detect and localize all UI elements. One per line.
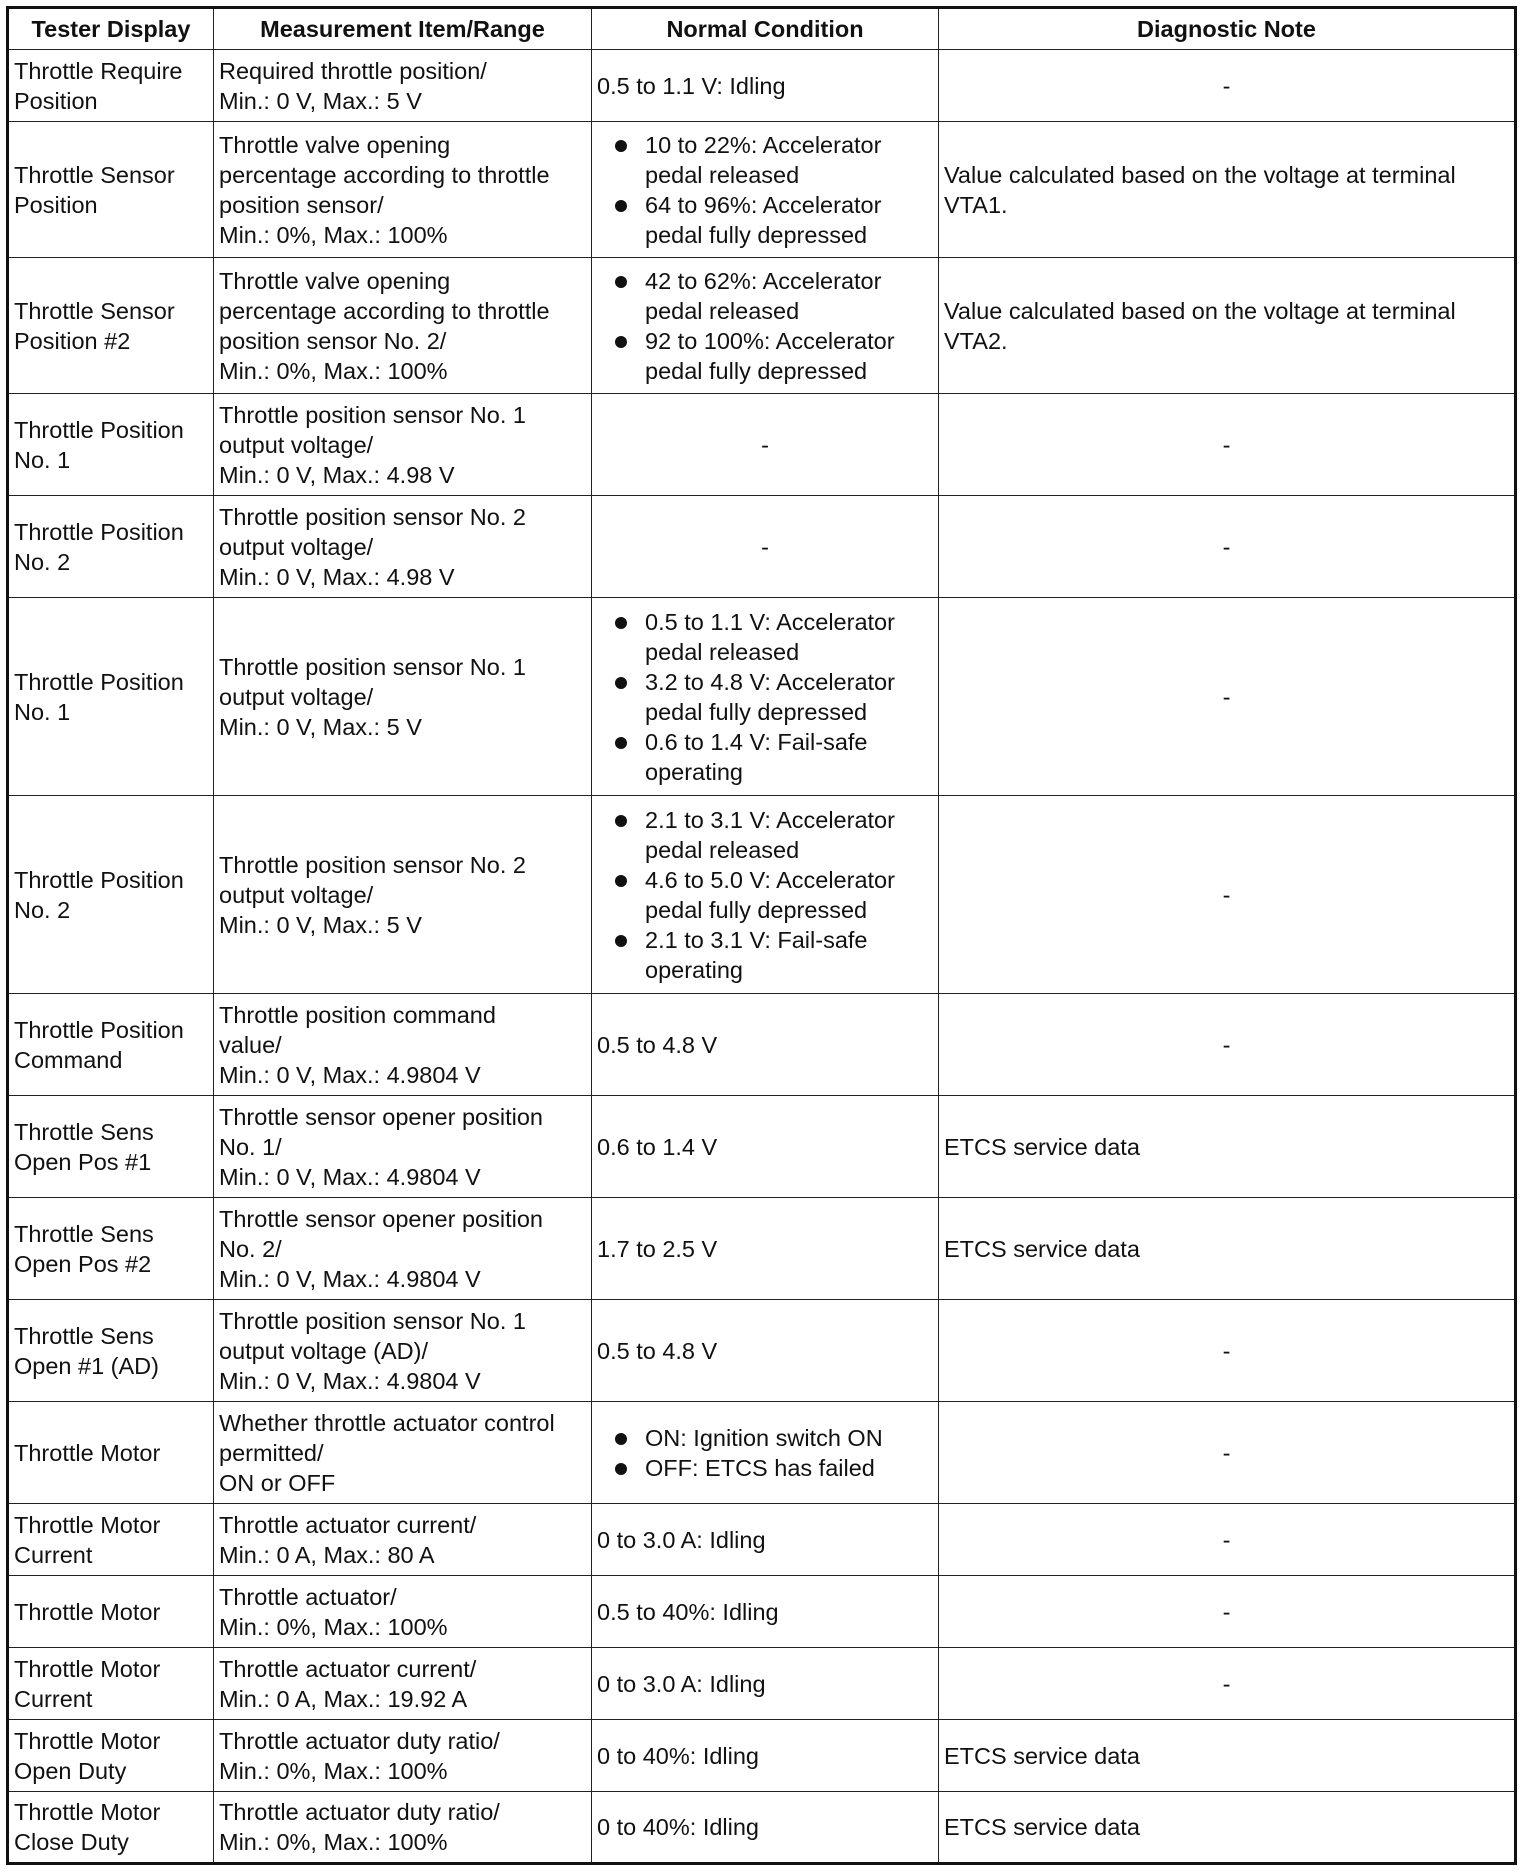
condition-line: 64 to 96%: Accelerator [645,191,882,218]
tester-display-cell [8,496,214,598]
condition-line: ON: Ignition switch ON [645,1424,883,1451]
condition-text: 0.5 to 4.8 V [597,1337,718,1364]
measurement-cell [214,796,592,994]
measurement-cell [214,496,592,598]
tester-display-cell-line: Throttle Sensor [14,161,175,188]
condition-list [597,805,933,985]
data-list-table [6,6,1517,1865]
condition-list-item [597,190,933,250]
measurement-cell [214,258,592,394]
condition-list [597,130,933,250]
diagnostic-note-cell [939,1576,1516,1648]
measurement-cell [214,598,592,796]
tester-display-cell-line: Open Duty [14,1757,127,1784]
condition-list-item [597,326,933,386]
condition-list-item [597,1453,933,1483]
normal-condition-cell [592,1096,939,1198]
measurement-cell-line: percentage according to throttle [219,297,550,324]
normal-condition-cell [592,1504,939,1576]
normal-condition-cell [592,1198,939,1300]
measurement-cell [214,1792,592,1864]
condition-line: pedal released [645,297,800,324]
condition-line: pedal fully depressed [645,698,868,725]
measurement-cell-line: Min.: 0 V, Max.: 4.98 V [219,461,455,488]
measurement-cell [214,1648,592,1720]
table-row [8,258,1516,394]
condition-list-item [597,865,933,925]
condition-line: 42 to 62%: Accelerator [645,267,882,294]
diagnostic-note-text: ETCS service data [944,1235,1140,1262]
measurement-cell [214,1402,592,1504]
condition-line: 2.1 to 3.1 V: Fail-safe [645,926,868,953]
measurement-cell-line: Throttle position sensor No. 1 [219,401,526,428]
diagnostic-note-text: ETCS service data [944,1814,1140,1840]
diagnostic-note-cell [939,1648,1516,1720]
measurement-cell-line: output voltage/ [219,683,374,710]
measurement-cell-line: output voltage/ [219,431,374,458]
normal-condition-cell [592,1720,939,1792]
measurement-cell-line: Throttle position sensor No. 2 [219,503,526,530]
measurement-cell-line: percentage according to throttle [219,161,550,188]
tester-display-cell-line: Position #2 [14,327,131,354]
tester-display-cell-line: Throttle Motor [14,1511,161,1538]
condition-text: 1.7 to 2.5 V [597,1235,718,1262]
normal-condition-cell [592,1402,939,1504]
table-row [8,394,1516,496]
condition-line: pedal fully depressed [645,896,868,923]
tester-display-cell [8,1402,214,1504]
diagnostic-note-cell [939,1096,1516,1198]
tester-display-cell [8,1792,214,1864]
condition-text: 0 to 40%: Idling [597,1814,759,1840]
measurement-cell-line: Required throttle position/ [219,57,487,84]
condition-line: 4.6 to 5.0 V: Accelerator [645,866,895,893]
tester-display-cell-line: No. 1 [14,698,71,725]
condition-list-item [597,266,933,326]
condition-list [597,1423,933,1483]
measurement-cell-line: Throttle actuator current/ [219,1511,477,1538]
normal-condition-cell [592,1648,939,1720]
normal-condition-cell [592,796,939,994]
tester-display-cell-line: No. 2 [14,896,71,923]
normal-condition-cell [592,1576,939,1648]
measurement-cell-line: Throttle actuator/ [219,1583,397,1610]
table-row [8,994,1516,1096]
tester-display-cell-line: Command [14,1046,123,1073]
header-row [8,8,1516,50]
tester-display-cell-line: Throttle Motor [14,1727,161,1754]
tester-display-cell-line: Throttle Motor [14,1655,161,1682]
measurement-cell [214,1300,592,1402]
tester-display-cell-line: Throttle Position [14,1016,184,1043]
measurement-cell-line: ON or OFF [219,1469,336,1496]
measurement-cell-line: Throttle sensor opener position [219,1103,543,1130]
measurement-cell-line: Whether throttle actuator control [219,1409,555,1436]
header-normal-condition: Normal Condition [592,8,939,50]
tester-display-cell [8,1504,214,1576]
tester-display-cell-line: No. 2 [14,548,71,575]
tester-display-cell [8,1096,214,1198]
diagnostic-note-cell [939,1198,1516,1300]
measurement-cell-line: Min.: 0 V, Max.: 4.9804 V [219,1265,481,1292]
diagnostic-note-cell-line: VTA2. [944,327,1008,354]
condition-list [597,607,933,787]
tester-display-cell-line: Position [14,191,98,218]
condition-list-item [597,727,933,787]
diagnostic-note-cell [939,258,1516,394]
condition-text: 0.5 to 1.1 V: Idling [597,72,786,99]
measurement-cell-line: Min.: 0 V, Max.: 5 V [219,713,422,740]
measurement-cell-line: Throttle position command [219,1001,496,1028]
condition-text: 0 to 40%: Idling [597,1742,759,1769]
condition-text: 0.5 to 4.8 V [597,1031,718,1058]
measurement-cell-line: permitted/ [219,1439,324,1466]
header-tester-display: Tester Display [8,8,214,50]
condition-text: - [761,533,769,560]
diagnostic-note-cell [939,1402,1516,1504]
tester-display-cell [8,1648,214,1720]
measurement-cell-line: Throttle actuator duty ratio/ [219,1799,500,1825]
tester-display-cell-line: Throttle Position [14,668,184,695]
measurement-cell-line: Min.: 0 V, Max.: 5 V [219,911,422,938]
measurement-cell-line: Throttle valve opening [219,131,451,158]
condition-list-item [597,805,933,865]
table-row [8,1402,1516,1504]
diagnostic-note-cell [939,1792,1516,1864]
tester-display-cell-line: Throttle Position [14,518,184,545]
measurement-cell-line: Min.: 0%, Max.: 100% [219,1829,448,1855]
diagnostic-note-text: - [1222,683,1231,710]
tester-display-cell-line: Current [14,1685,93,1712]
condition-list-item [597,667,933,727]
condition-line: 0.5 to 1.1 V: Accelerator [645,608,895,635]
table-row [8,1720,1516,1792]
measurement-cell-line: position sensor No. 2/ [219,327,447,354]
measurement-cell-line: output voltage/ [219,533,374,560]
measurement-cell-line: Min.: 0 V, Max.: 4.9804 V [219,1367,481,1394]
measurement-cell-line: value/ [219,1031,282,1058]
measurement-cell-line: No. 1/ [219,1133,282,1160]
measurement-cell-line: Min.: 0%, Max.: 100% [219,357,448,384]
normal-condition-cell [592,394,939,496]
measurement-cell [214,122,592,258]
condition-line: operating [645,956,743,983]
table-row [8,122,1516,258]
diagnostic-note-text: - [1222,1670,1231,1697]
tester-display-cell [8,122,214,258]
measurement-cell-line: Min.: 0 V, Max.: 4.98 V [219,563,455,590]
diagnostic-note-cell [939,1300,1516,1402]
tester-display-cell-line: Position [14,87,98,114]
tester-display-cell-line: Open Pos #2 [14,1250,152,1277]
condition-line: 0.6 to 1.4 V: Fail-safe [645,728,868,755]
condition-line: pedal released [645,638,800,665]
tester-display-cell [8,796,214,994]
condition-text: 0.5 to 40%: Idling [597,1598,779,1625]
diagnostic-note-cell [939,1504,1516,1576]
tester-display-cell-line: Throttle Position [14,416,184,443]
tester-display-cell-line: Open Pos #1 [14,1148,152,1175]
diagnostic-note-text: - [1222,1439,1231,1466]
diagnostic-note-cell [939,796,1516,994]
measurement-cell [214,1504,592,1576]
tester-display-cell [8,994,214,1096]
measurement-cell [214,1096,592,1198]
condition-text: 0 to 3.0 A: Idling [597,1526,766,1553]
measurement-cell-line: output voltage (AD)/ [219,1337,428,1364]
measurement-cell-line: No. 2/ [219,1235,282,1262]
diagnostic-note-text: - [1222,1337,1231,1364]
tester-display-cell [8,598,214,796]
diagnostic-note-text: ETCS service data [944,1742,1140,1769]
normal-condition-cell [592,496,939,598]
measurement-cell-line: Min.: 0%, Max.: 100% [219,1757,448,1784]
condition-line: pedal fully depressed [645,357,868,384]
diagnostic-note-text: - [1222,431,1231,458]
normal-condition-cell [592,598,939,796]
tester-display-cell [8,1576,214,1648]
tester-display-cell-line: Throttle Sensor [14,297,175,324]
condition-line: 10 to 22%: Accelerator [645,131,882,158]
tester-display-cell-line: Throttle Motor [14,1439,161,1466]
tester-display-cell-line: Open #1 (AD) [14,1352,159,1379]
tester-display-cell-line: No. 1 [14,446,71,473]
diagnostic-note-cell [939,1720,1516,1792]
diagnostic-note-text: - [1222,1598,1231,1625]
measurement-cell [214,50,592,122]
tester-display-cell-line: Throttle Sens [14,1118,154,1145]
measurement-cell-line: Throttle position sensor No. 2 [219,851,526,878]
measurement-cell-line: Throttle actuator current/ [219,1655,477,1682]
measurement-cell-line: Min.: 0 V, Max.: 4.9804 V [219,1163,481,1190]
measurement-cell-line: Min.: 0 A, Max.: 19.92 A [219,1685,468,1712]
diagnostic-note-text: - [1222,72,1231,99]
diagnostic-note-cell-line: VTA1. [944,191,1008,218]
condition-text: 0 to 3.0 A: Idling [597,1670,766,1697]
diagnostic-note-text: - [1222,1526,1231,1553]
normal-condition-cell [592,994,939,1096]
condition-list-item [597,925,933,985]
normal-condition-cell [592,1792,939,1864]
tester-display-cell-line: Close Duty [14,1829,129,1855]
diagnostic-note-text: ETCS service data [944,1133,1140,1160]
measurement-cell-line: Throttle position sensor No. 1 [219,653,526,680]
measurement-cell-line: Min.: 0 V, Max.: 5 V [219,87,422,114]
header-diagnostic-note: Diagnostic Note [939,8,1516,50]
condition-line: 92 to 100%: Accelerator [645,327,895,354]
condition-line: operating [645,758,743,785]
tester-display-cell [8,1300,214,1402]
measurement-cell-line: Min.: 0 A, Max.: 80 A [219,1541,435,1568]
normal-condition-cell [592,258,939,394]
table-row [8,50,1516,122]
normal-condition-cell [592,50,939,122]
diagnostic-note-text: - [1222,533,1231,560]
condition-list-item [597,130,933,190]
diagnostic-note-cell [939,394,1516,496]
tester-display-cell [8,1720,214,1792]
condition-line: pedal fully depressed [645,221,868,248]
measurement-cell-line: Throttle valve opening [219,267,451,294]
diagnostic-note-text: - [1222,881,1231,908]
table-row [8,1198,1516,1300]
measurement-cell-line: Throttle position sensor No. 1 [219,1307,526,1334]
condition-text: 0.6 to 1.4 V [597,1133,718,1160]
tester-display-cell-line: Throttle Position [14,866,184,893]
table-row [8,496,1516,598]
tester-display-cell-line: Throttle Motor [14,1598,161,1625]
measurement-cell-line: output voltage/ [219,881,374,908]
header-measurement-item: Measurement Item/Range [214,8,592,50]
condition-line: OFF: ETCS has failed [645,1454,875,1481]
measurement-cell-line: Min.: 0%, Max.: 100% [219,1613,448,1640]
measurement-cell-line: Min.: 0%, Max.: 100% [219,221,448,248]
condition-list-item [597,607,933,667]
measurement-cell-line: Throttle actuator duty ratio/ [219,1727,500,1754]
table-row [8,1792,1516,1864]
diagnostic-note-cell [939,50,1516,122]
table-row [8,796,1516,994]
tester-display-cell [8,1198,214,1300]
condition-list-item [597,1423,933,1453]
measurement-cell [214,1720,592,1792]
tester-display-cell [8,50,214,122]
condition-line: 2.1 to 3.1 V: Accelerator [645,806,895,833]
measurement-cell [214,1576,592,1648]
table-row [8,1576,1516,1648]
tester-display-cell-line: Throttle Sens [14,1220,154,1247]
tester-display-cell-line: Throttle Motor [14,1799,161,1825]
condition-line: pedal released [645,836,800,863]
measurement-cell-line: position sensor/ [219,191,384,218]
condition-text: - [761,431,769,458]
tester-display-cell [8,258,214,394]
table-row [8,1096,1516,1198]
table-body [8,50,1516,1864]
diagnostic-note-text: - [1222,1031,1231,1058]
normal-condition-cell [592,1300,939,1402]
tester-display-cell-line: Throttle Sens [14,1322,154,1349]
measurement-cell-line: Throttle sensor opener position [219,1205,543,1232]
normal-condition-cell [592,122,939,258]
diagnostic-note-cell-line: Value calculated based on the voltage at terminal [944,161,1456,188]
table-row [8,1504,1516,1576]
diagnostic-note-cell [939,598,1516,796]
diagnostic-note-cell [939,994,1516,1096]
measurement-cell-line: Min.: 0 V, Max.: 4.9804 V [219,1061,481,1088]
condition-list [597,266,933,386]
diagnostic-note-cell [939,496,1516,598]
tester-display-cell-line: Throttle Require [14,57,183,84]
diagnostic-note-cell-line: Value calculated based on the voltage at terminal [944,297,1456,324]
measurement-cell [214,1198,592,1300]
diagnostic-note-cell [939,122,1516,258]
condition-line: pedal released [645,161,800,188]
condition-line: 3.2 to 4.8 V: Accelerator [645,668,895,695]
tester-display-cell-line: Current [14,1541,93,1568]
table-row [8,1300,1516,1402]
table-row [8,598,1516,796]
tester-display-cell [8,394,214,496]
measurement-cell [214,394,592,496]
table-row [8,1648,1516,1720]
measurement-cell [214,994,592,1096]
